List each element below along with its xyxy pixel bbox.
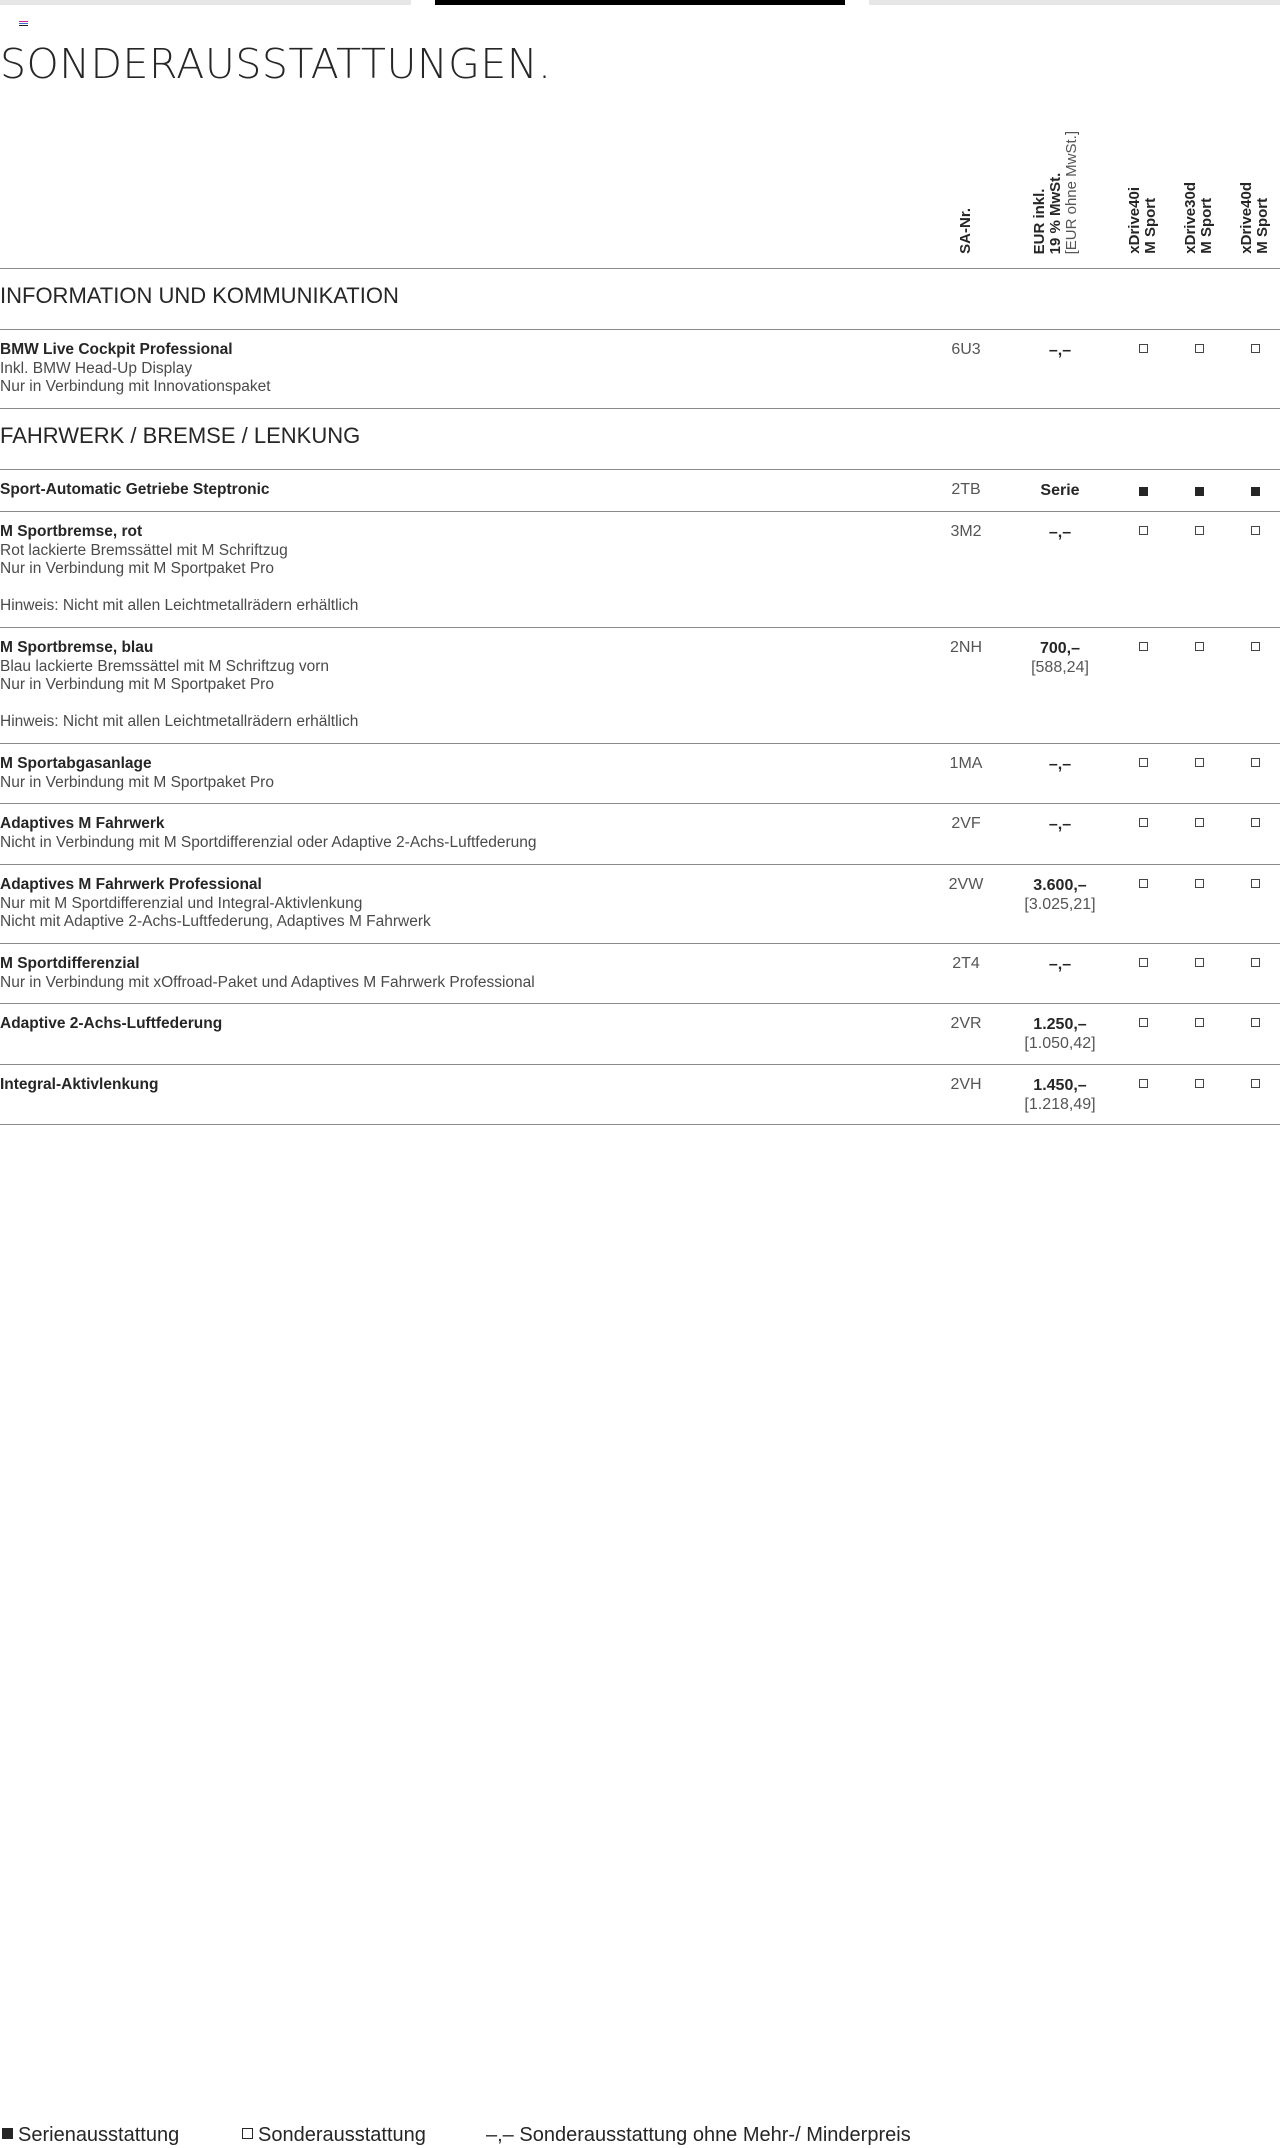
row-description: [0, 523, 900, 616]
option-note: Nur in Verbindung mit M Sportpaket Pro: [0, 773, 274, 791]
option-code: 2VF: [951, 815, 981, 832]
option-price-net: [3.025,21]: [1024, 896, 1096, 913]
optional-equipment-icon: [1195, 758, 1204, 767]
row-description: [0, 876, 900, 932]
row-description: [0, 639, 900, 732]
option-hint: Hinweis: Nicht mit allen Leichtmetallrädern erhältlich: [0, 713, 359, 730]
option-code: 1MA: [949, 755, 983, 772]
option-name: Integral-Aktivlenkung: [0, 1076, 159, 1093]
optional-equipment-icon: [1139, 1079, 1148, 1088]
table-row: [0, 1004, 1280, 1065]
page-progress-segment-3: [869, 0, 1280, 5]
optional-equipment-icon: [1139, 1018, 1148, 1027]
table-row: [0, 744, 1280, 804]
standard-equipment-icon: [1251, 487, 1260, 496]
table-row: [0, 804, 1280, 865]
option-code: 2VH: [950, 1076, 982, 1093]
section-heading-information: INFORMATION UND KOMMUNIKATION: [0, 269, 1280, 330]
column-header-model-1: xDrive40i M Sport: [1126, 187, 1159, 254]
option-price: –,–: [1048, 956, 1072, 973]
row-description: [0, 341, 900, 397]
table-row: [0, 944, 1280, 1004]
optional-equipment-icon: [1139, 958, 1148, 967]
optional-equipment-icon: [1251, 958, 1260, 967]
option-price: 1.450,– [1.218,49]: [1000, 1076, 1120, 1114]
optional-equipment-icon: [1251, 642, 1260, 651]
option-name: M Sportbremse, rot: [0, 523, 143, 540]
option-name: Adaptives M Fahrwerk: [0, 815, 165, 832]
option-name: M Sportbremse, blau: [0, 639, 154, 656]
optional-equipment-icon: [1139, 344, 1148, 353]
optional-equipment-icon: [1195, 1018, 1204, 1027]
optional-equipment-icon: [1195, 879, 1204, 888]
option-name: M Sportdifferenzial: [0, 955, 140, 972]
page-title: SONDERAUSSTATTUNGEN.: [0, 40, 552, 88]
option-price: –,–: [1048, 816, 1072, 833]
column-header-model-3: xDrive40d M Sport: [1238, 182, 1271, 254]
table-row: [0, 628, 1280, 744]
option-note: Nur in Verbindung mit M Sportpaket Pro: [0, 560, 274, 577]
option-price: –,–: [1048, 756, 1072, 773]
option-note: Inkl. BMW Head-Up Display: [0, 359, 193, 377]
column-header-model-2: xDrive30d M Sport: [1182, 182, 1215, 254]
optional-equipment-icon: [1139, 642, 1148, 651]
option-code: 2T4: [952, 955, 980, 972]
option-name: M Sportabgasanlage: [0, 755, 152, 772]
option-price-net: [1.050,42]: [1024, 1035, 1096, 1052]
row-description: [0, 815, 900, 852]
optional-equipment-icon: [1139, 818, 1148, 827]
option-note: Blau lackierte Bremssättel mit M Schriftzug vorn: [0, 657, 330, 675]
option-code: 2VW: [948, 876, 984, 893]
optional-equipment-icon: [1195, 344, 1204, 353]
option-price-net: [588,24]: [1031, 659, 1089, 676]
page-progress-segment-1: [0, 0, 411, 5]
option-price: 1.250,– [1.050,42]: [1000, 1015, 1120, 1053]
optional-equipment-icon: [1251, 1079, 1260, 1088]
option-note: Nur mit M Sportdifferenzial und Integral-Aktivlenkung: [0, 894, 363, 912]
optional-equipment-icon: [1195, 526, 1204, 535]
optional-equipment-icon: [1251, 344, 1260, 353]
option-code: 2NH: [949, 639, 982, 656]
optional-equipment-icon: [1139, 758, 1148, 767]
option-price-net: [1.218,49]: [1024, 1096, 1096, 1113]
option-note: Nur in Verbindung mit xOffroad-Paket und Adaptives M Fahrwerk Professional: [0, 973, 535, 991]
optional-equipment-icon: [1251, 1018, 1260, 1027]
page-progress-segment-2-active: [435, 0, 845, 5]
optional-square-icon: [242, 2128, 253, 2139]
optional-equipment-icon: [1251, 879, 1260, 888]
optional-equipment-icon: [1139, 879, 1148, 888]
option-note: Nur in Verbindung mit Innovationspaket: [0, 378, 271, 395]
table-header: [0, 100, 1280, 269]
table-row: [0, 865, 1280, 944]
row-description: [0, 1076, 900, 1095]
optional-equipment-icon: [1139, 526, 1148, 535]
legend-standard: Serienausstattung: [2, 2124, 179, 2146]
table-row: [0, 512, 1280, 628]
menu-icon[interactable]: [19, 21, 28, 27]
option-name: Sport-Automatic Getriebe Steptronic: [0, 481, 270, 498]
optional-equipment-icon: [1195, 1079, 1204, 1088]
column-header-sa-nr: SA-Nr.: [957, 208, 974, 254]
table-row: [0, 470, 1280, 512]
option-code: 2VR: [950, 1015, 982, 1032]
table-row: [0, 330, 1280, 409]
option-note: Nicht in Verbindung mit M Sportdifferenzial oder Adaptive 2-Achs-Luftfederung: [0, 833, 537, 851]
option-price: 3.600,– [3.025,21]: [1000, 876, 1120, 914]
standard-square-icon: [2, 2128, 13, 2139]
optional-equipment-icon: [1251, 526, 1260, 535]
optional-equipment-icon: [1195, 818, 1204, 827]
optional-equipment-icon: [1195, 958, 1204, 967]
option-code: 6U3: [951, 341, 981, 358]
option-price: –,–: [1048, 524, 1072, 541]
optional-equipment-icon: [1195, 642, 1204, 651]
option-name: BMW Live Cockpit Professional: [0, 341, 233, 358]
option-price: –,–: [1048, 342, 1072, 359]
option-note: Nicht mit Adaptive 2-Achs-Luftfederung, Adaptives M Fahrwerk: [0, 913, 431, 930]
standard-equipment-icon: [1195, 487, 1204, 496]
column-header-price: EUR inkl. 19 % MwSt. [EUR ohne MwSt.]: [1031, 130, 1080, 254]
option-note: Rot lackierte Bremssättel mit M Schriftzug: [0, 541, 288, 559]
optional-equipment-icon: [1251, 818, 1260, 827]
option-code: 3M2: [950, 523, 982, 540]
row-description: [0, 481, 900, 500]
table-row: [0, 1065, 1280, 1125]
optional-equipment-icon: [1251, 758, 1260, 767]
section-heading-fahrwerk: FAHRWERK / BREMSE / LENKUNG: [0, 409, 1280, 470]
option-price: 700,– [588,24]: [1000, 639, 1120, 677]
option-code: 2TB: [951, 481, 981, 498]
option-name: Adaptive 2-Achs-Luftfederung: [0, 1015, 223, 1032]
row-description: [0, 1015, 900, 1034]
standard-equipment-icon: [1139, 487, 1148, 496]
option-name: Adaptives M Fahrwerk Professional: [0, 876, 262, 893]
option-price: Serie: [1040, 482, 1080, 499]
legend-optional: Sonderausstattung: [242, 2124, 426, 2146]
option-hint: Hinweis: Nicht mit allen Leichtmetallrädern erhältlich: [0, 597, 359, 614]
option-note: Nur in Verbindung mit M Sportpaket Pro: [0, 676, 274, 693]
row-description: [0, 755, 900, 792]
legend-no-price: –,– Sonderausstattung ohne Mehr-/ Minderpreis: [486, 2124, 911, 2146]
row-description: [0, 955, 900, 992]
